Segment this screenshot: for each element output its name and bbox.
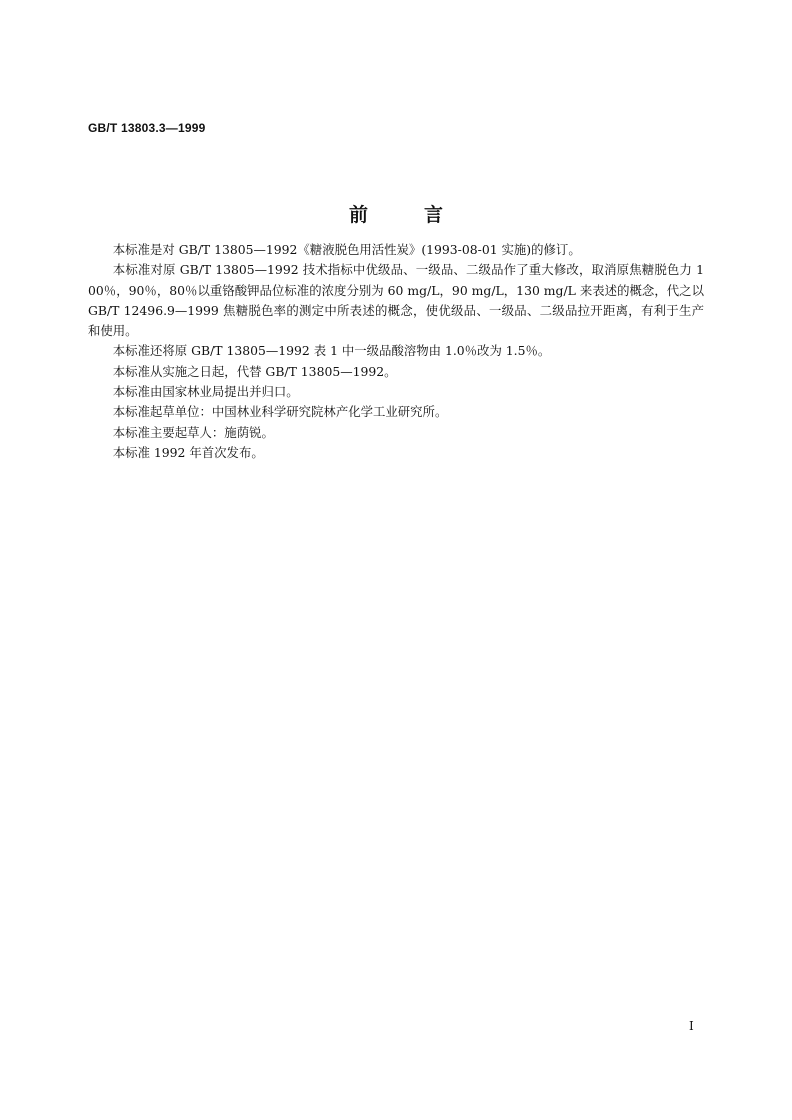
paragraph-proposer: 本标准由国家林业局提出并归口。: [112, 384, 299, 400]
paragraph-drafting-unit: 本标准起草单位：中国林业科学研究院林产化学工业研究所。: [112, 404, 448, 420]
foreword-body: [88, 240, 704, 463]
standard-code: GB/T 13803.3—1999: [88, 121, 206, 135]
paragraph-replacement: 本标准从实施之日起，代替 GB/T 13805—1992。: [112, 363, 397, 379]
paragraph-acid-soluble-change: 本标准还将原 GB/T 13805—1992 表 1 中一级品酸溶物由 1.0％改为 1.5％。: [112, 343, 551, 359]
paragraph-first-issue: 本标准 1992 年首次发布。: [112, 444, 264, 460]
paragraph-drafter: 本标准主要起草人：施荫锐。: [112, 424, 274, 440]
paragraph-technical-changes: 本标准对原 GB/T 13805—1992 技术指标中优级品、一级品、二级品作了重大修改，取消原焦糖脱色力 100％，90％，80％以重铬酸钾品位标准的浓度分别为 60 mg/L，90 mg/L，130 mg/L 来表述的概念，代之以 GB/T 12496.9—1999 焦糖脱色率的测定中所表述的概念，使优级品、一级品、二级品拉开距离，有利于生产和使用。: [88, 262, 704, 339]
page-title: [0, 203, 792, 227]
title-char-2: 言: [424, 204, 444, 226]
title-char-1: 前: [348, 204, 368, 226]
page-number: I: [689, 1019, 694, 1033]
paragraph-revision: 本标准是对 GB/T 13805—1992《糖液脱色用活性炭》(1993-08-01 实施)的修订。: [112, 242, 581, 257]
